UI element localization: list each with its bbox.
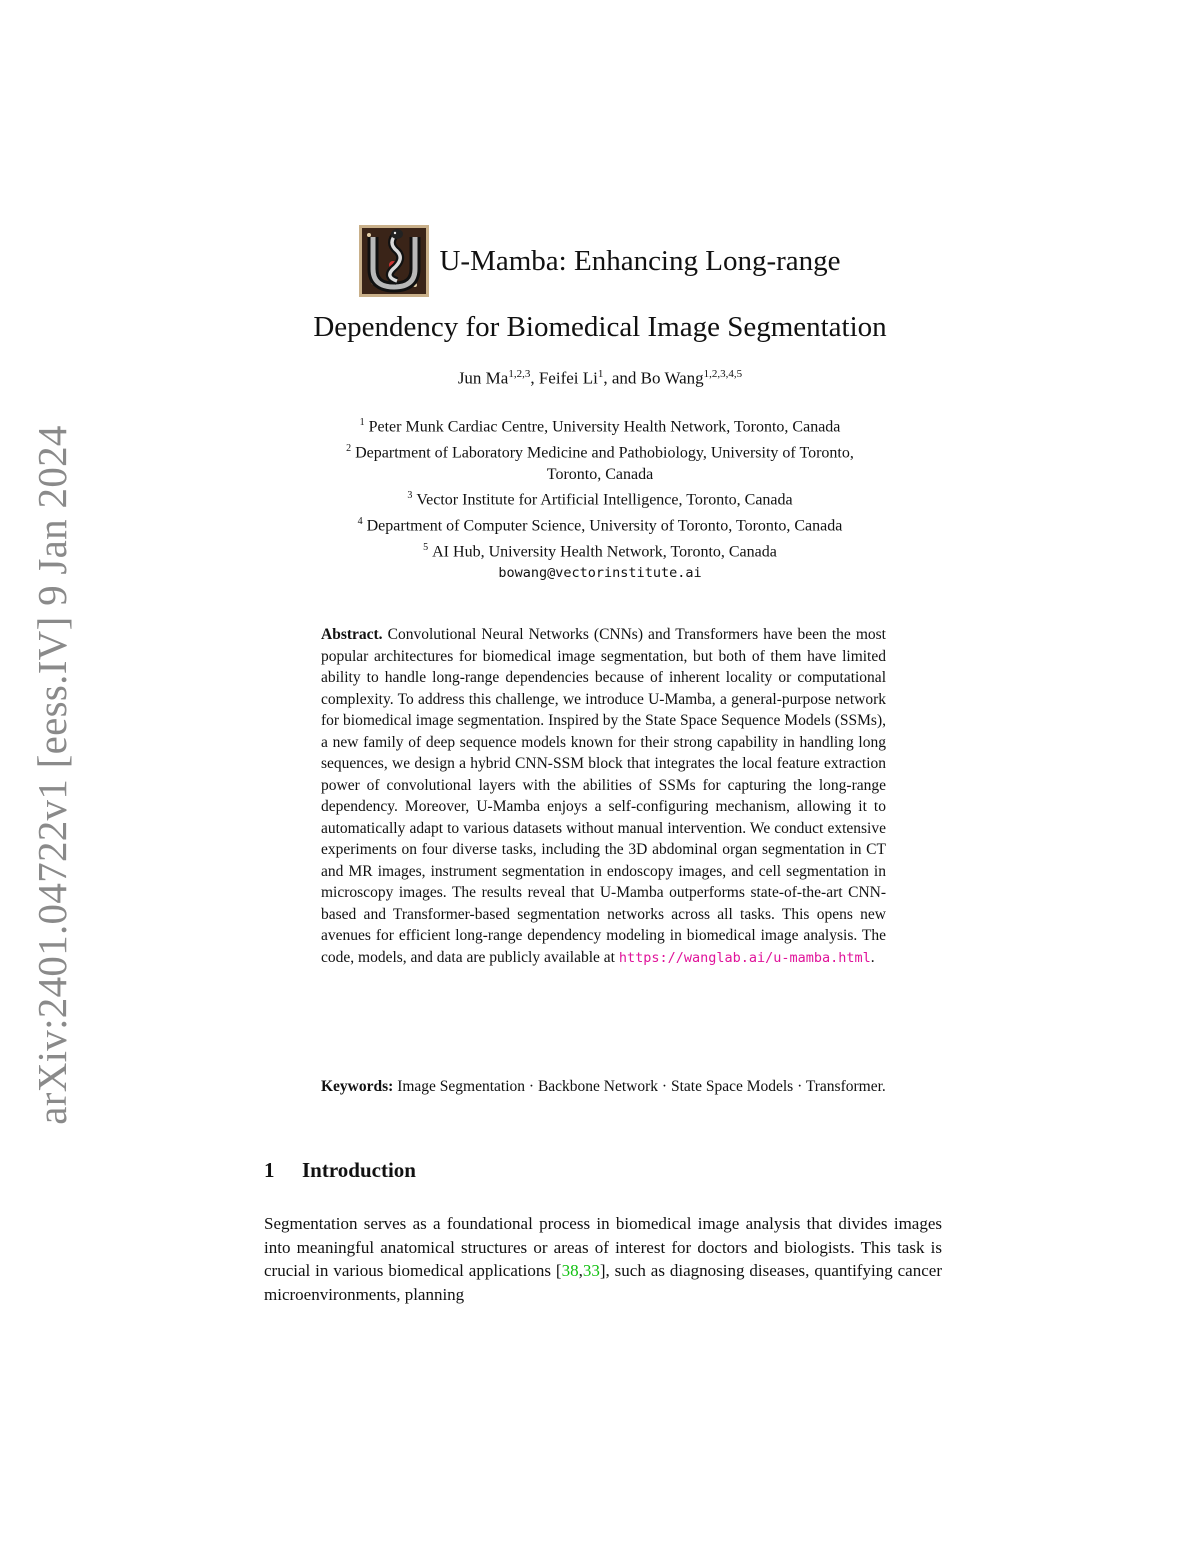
citation-link[interactable]: 38	[561, 1261, 579, 1280]
affiliation-number: 5	[423, 541, 429, 553]
author-separator: ,	[530, 368, 539, 388]
abstract-label: Abstract.	[321, 626, 383, 643]
affiliation-line	[240, 511, 960, 537]
title-line-1	[200, 225, 1000, 297]
affiliation-number: 3	[407, 490, 413, 502]
affiliation-number: 4	[357, 515, 363, 527]
author-affiliation-marker: 1,2,3,4,5	[703, 368, 743, 380]
author-separator: , and	[603, 368, 641, 388]
keywords	[321, 1076, 886, 1098]
affiliation-text: AI Hub, University Health Network, Toronto, Canada	[432, 543, 777, 561]
keywords-text: Image Segmentation · Backbone Network · State Space Models · Transformer.	[397, 1078, 886, 1095]
arxiv-identifier-stamp: arXiv:2401.04722v1 [eess.IV] 9 Jan 2024	[29, 425, 75, 1125]
affiliation-text: Department of Computer Science, University of Toronto, Toronto, Canada	[366, 517, 843, 535]
intro-text: Segmentation serves as a foundational process in biomedical image analysis that divides images into meaningful anatomical structures or areas of interest for doctors and biologists. This task is crucial in various biomedical applications [	[264, 1214, 942, 1280]
author-name: Feifei Li	[538, 368, 598, 388]
affiliation-line	[240, 464, 960, 486]
affiliation-text: Vector Institute for Artificial Intelligence, Toronto, Canada	[416, 491, 793, 509]
intro-paragraph	[264, 1212, 942, 1306]
snake-u-logo-icon	[359, 225, 429, 297]
paper-title-line-1: U-Mamba: Enhancing Long-range	[439, 245, 841, 277]
section-title: Introduction	[302, 1158, 416, 1182]
affiliation-number: 2	[346, 442, 352, 454]
contact-email: bowang@vectorinstitute.ai	[498, 564, 702, 581]
author-affiliation-marker: 1	[597, 368, 604, 380]
title-block	[200, 225, 1000, 345]
code-link[interactable]: https://wanglab.ai/u-mamba.html	[618, 949, 871, 966]
section-heading	[264, 1158, 416, 1183]
affiliation-line	[240, 412, 960, 438]
affiliation-line	[240, 438, 960, 464]
intro-text: ], such as diagnosing diseases, quantifying cancer microenvironments, planning	[264, 1261, 942, 1304]
abstract	[321, 624, 886, 969]
author-affiliation-marker: 1,2,3	[508, 368, 531, 380]
citation-separator: ,	[578, 1261, 583, 1280]
affiliation-line	[240, 485, 960, 511]
affiliation-text: Peter Munk Cardiac Centre, University Health Network, Toronto, Canada	[368, 418, 841, 436]
section-number: 1	[264, 1158, 275, 1182]
author-name: Bo Wang	[640, 368, 704, 388]
affiliation-line	[240, 537, 960, 563]
citation-link[interactable]: 33	[582, 1261, 600, 1280]
affiliation-list	[240, 412, 960, 584]
abstract-end: .	[870, 948, 875, 966]
paper-title-line-2: Dependency for Biomedical Image Segmentation	[313, 311, 887, 343]
affiliation-text: Toronto, Canada	[546, 465, 654, 483]
author-list	[200, 368, 1000, 389]
abstract-text: Convolutional Neural Networks (CNNs) and Transformers have been the most popular architectures for biomedical image segmentation, but both of them have limited ability to handle long-range dependencies because of inherent locality or computational complexity. To address this challenge, we introduce U-Mamba, a general-purpose network for biomedical image segmentation. Inspired by the State Space Sequence Models (SSMs), a new family of deep sequence models known for their strong capability in handling long sequences, we design a hybrid CNN-SSM block that integrates the local feature extraction power of convolutional layers with the abilities of SSMs for capturing the long-range dependency. Moreover, U-Mamba enjoys a self-configuring mechanism, allowing it to automatically adapt to various datasets without manual intervention. We conduct extensive experiments on four diverse tasks, including the 3D abdominal organ segmentation in CT and MR images, instrument segmentation in endoscopy images, and cell segmentation in microscopy images. The results reveal that U-Mamba outperforms state-of-the-art CNN-based and Transformer-based segmentation networks across all tasks. This opens new avenues for efficient long-range dependency modeling in biomedical image analysis. The code, models, and data are publicly available at	[321, 626, 886, 966]
author-name: Jun Ma	[457, 368, 509, 388]
affiliation-number: 1	[359, 417, 365, 428]
affiliation-text: Department of Laboratory Medicine and Pathobiology, University of Toronto,	[355, 444, 854, 462]
keywords-label: Keywords:	[321, 1078, 394, 1095]
